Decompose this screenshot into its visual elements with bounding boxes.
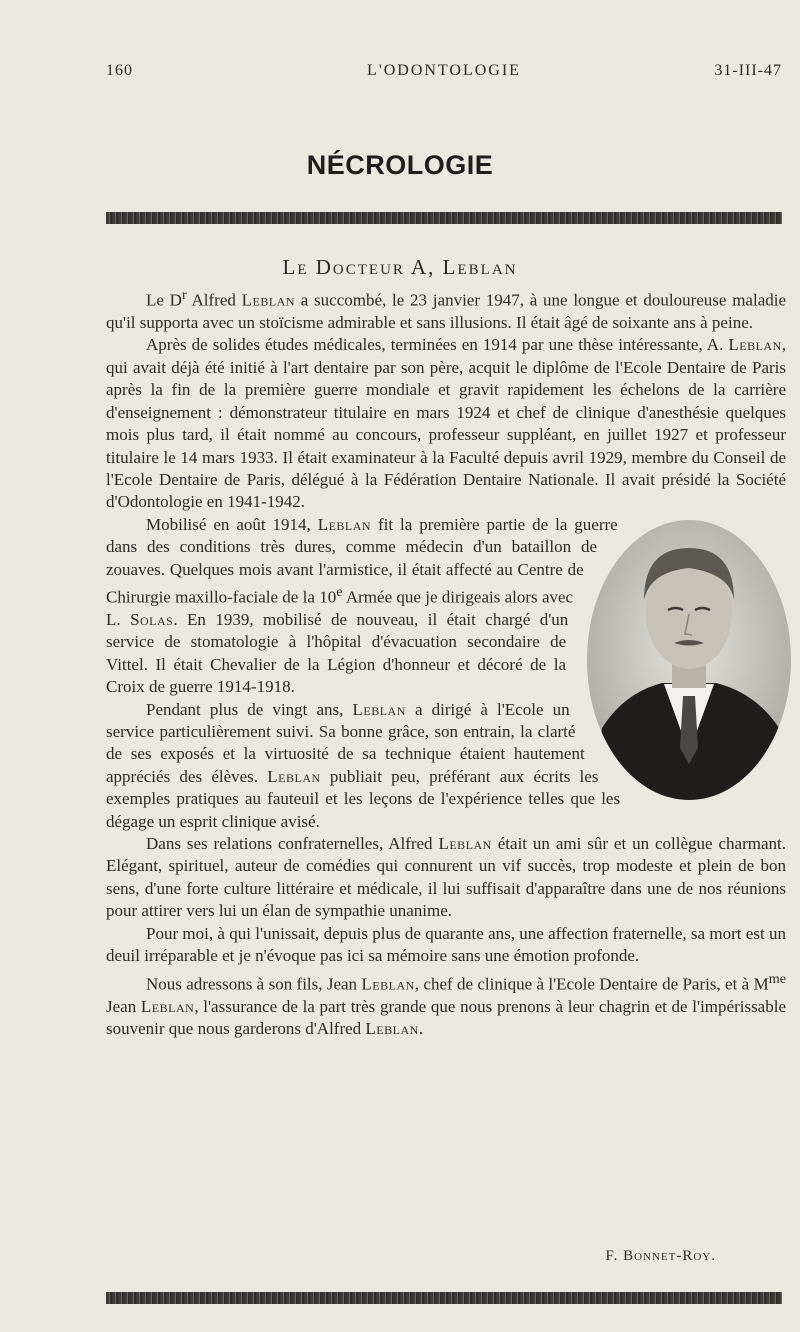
surname: Leblan bbox=[140, 996, 195, 1016]
issue-date: 31-III-47 bbox=[714, 62, 782, 79]
paragraph-4: Pendant plus de vingt ans, Leblan a dirigé à l'Ecole un service particulièrement suivi. Sa bonne grâce, son entrain, la clarté de ses exposés et la virtuosité de sa technique étaient hautement appréciés des élèves. Leblan publiait peu, préférant aux écrits les exemples pratiques au fauteuil et les leçons de l'expérience telles que les dégage un esprit clinique avisé. bbox=[106, 699, 621, 831]
surname: Leblan bbox=[241, 290, 296, 310]
surname: Leblan bbox=[267, 766, 321, 786]
page-number: 160 bbox=[106, 62, 133, 79]
journal-title: L'ODONTOLOGIE bbox=[367, 62, 521, 79]
paragraph-2: Après de solides études médicales, terminées en 1914 par une thèse intéressante, A. Leblan, qui avait déjà été initié à l'art dentaire par son père, acquit le diplôme de l'Ecole Dentaire de Paris après la fin de la première guerre mondiale et gravit rapidement les échelons de la carrière d'enseignement : démonstrateur titulaire en mars 1924 et chef de clinique d'anesthésie quelques mois plus tard, il était nommé au concours, professeur suppléant, en juillet 1927 et professeur titulaire le 14 mars 1933. Il était examinateur à la Faculté depuis avril 1929, membre du Conseil de l'Ecole Dentaire de Paris, délégué à la Fédération Dentaire Nationale. Il avait présidé la Société d'Odontologie en 1941-1942. bbox=[106, 335, 786, 512]
paragraph-6: Pour moi, à qui l'unissait, depuis plus de quarante ans, une affection fraternelle, sa mort est un deuil irréparable et je n'évoque pas ici sa mémoire sans une émotion profonde. bbox=[106, 923, 786, 966]
author-signature: F. Bonnet-Roy. bbox=[605, 1248, 716, 1264]
paragraph-1: Le $D^r$ Alfred Leblan a succombé, le 23 janvier 1947, à une longue et douloureuse maladie qu'il supporta avec un stoïcisme admirable et sans illusions. Il était âgé de soixante ans à peine. bbox=[106, 287, 787, 333]
surname: Leblan bbox=[317, 514, 372, 534]
top-divider bbox=[106, 212, 782, 224]
running-header bbox=[106, 62, 782, 86]
portrait-photo-icon bbox=[584, 518, 794, 803]
surname: Solas bbox=[130, 610, 174, 629]
section-title: NÉCROLOGIE bbox=[306, 150, 494, 180]
surname: Leblan bbox=[728, 335, 782, 355]
article-body bbox=[106, 284, 786, 1040]
paragraph-7: Nous adressons à son fils, Jean Leblan, chef de clinique à l'Ecole Dentaire de Paris, et à $M^{me}$ Jean Leblan, l'assurance de la part très grande que nous prenons à leur chagrin et de l'impérissable souvenir que nous garderons d'Alfred Leblan. bbox=[106, 970, 786, 1038]
paragraph-5: Dans ses relations confraternelles, Alfred Leblan était un ami sûr et un collègue charmant. Elégant, spirituel, auteur de comédies qui connurent un vif succès, trop modeste et plein de bon sens, d'une forte culture littéraire et médicale, il lui suffisait d'apparaître dans une de nos réunions pour attirer vers lui un élan de sympathie unanime. bbox=[106, 834, 786, 921]
bottom-divider bbox=[106, 1292, 782, 1304]
paragraph-3: Mobilisé en août 1914, Leblan fit la première partie de la guerre dans des conditions très dures, comme médecin d'un bataillon de zouaves. Quelques mois avant l'armistice, il était affecté au Centre de Chirurgie maxillo-faciale de la 10e Armée que je dirigeais alors avec L. Solas. En 1939, mobilisé de nouveau, il était chargé d'un service de stomatologie à l'hôpital d'évacuation secondaire de Vittel. Il était Chevalier de la Légion d'honneur et décoré de la Croix de guerre 1914-1918. bbox=[106, 514, 618, 697]
surname: Leblan bbox=[365, 1018, 419, 1038]
surname: Leblan bbox=[361, 974, 415, 994]
surname: Leblan bbox=[438, 834, 492, 854]
surname: Leblan bbox=[352, 699, 406, 719]
article-title: Le Docteur A, Leblan bbox=[282, 255, 518, 279]
portrait-photo bbox=[584, 518, 794, 803]
